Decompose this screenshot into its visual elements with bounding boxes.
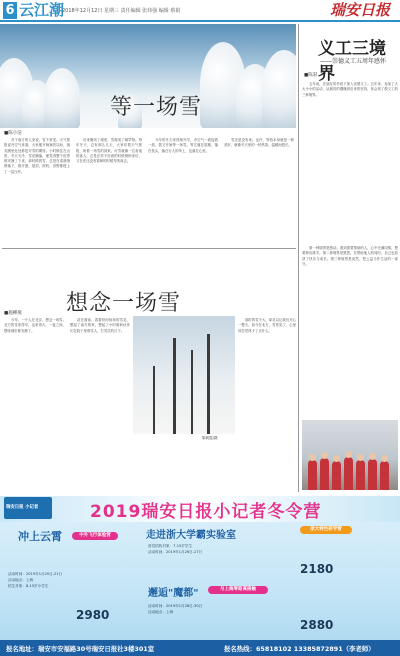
issue-meta: 2018年12月12日 星期三 责任编辑 张炜强 编辑 蔡娟 (62, 8, 181, 14)
ad-bot-pill: 与上海零距离接触 (208, 586, 268, 594)
article1-col2: 后来搬到了城里，雪便成了稀罕物。每年冬天，总有那么几天，大家盯着天气预报，盼着一场雪的到来。可雪就像一位害羞的客人，总是在你不经意的时候悄悄来访，又在你还没有看够的时候匆匆离去。 (76, 138, 142, 164)
ad-mid-title: 走进浙大学霸实验室 (146, 530, 236, 541)
ad-mid-line2: 活动时间：2019年1月26日-27日 (148, 550, 203, 554)
ad-left-price: 2980 (76, 608, 110, 622)
ad-mid-pill: 浙大特色研学营 (300, 526, 352, 534)
article-author-2: ■施柳燕 (4, 311, 22, 316)
article-title-3: 义工三境界 (318, 39, 386, 84)
ad-logo-text: 瑞安日报 小记者 (6, 505, 39, 510)
volunteer-photo (302, 420, 398, 490)
article1-col4: 雪还是没有来。也许，等待本身就是一种美好，就像冬天里的一杯热茶，温暖而悠长。 (224, 138, 294, 148)
article2-col1: 今年，一个人在北京，想念一场雪。北方的雪来得早，也来得大，一夜之间，整座城市都安静了。 (4, 318, 66, 333)
article1-col3: 今年的冬天来得格外早，冷空气一波接着一波，我又开始等一场雪。等它落在屋檐，落在枝头，落在行人的伞上，也落在心里。 (148, 138, 218, 153)
article-subtitle-3: ——崇德义工五周年感怀 (320, 58, 387, 65)
article2-col3: 那时的雪不大，却足以让我们开心一整天。如今在北方，雪常见了，心里却总觉得少了点什么。 (238, 318, 296, 333)
ad-footer (0, 640, 400, 656)
article-author-3: ■陈彩 (304, 73, 318, 78)
ad-mid-line1: 营员招收对象：7-15岁学生 (148, 544, 193, 548)
ad-left-pill: 中外飞行体验营 (72, 532, 118, 540)
ad-left-line3: 招生对象：8-15岁小学生 (8, 584, 49, 588)
article3-col2: 第一种境界是感动。看到需要帮助的人，心中充满同情，想要伸出援手。第二种境界是感恩。在帮助他人的同时，自己也收获了快乐与成长。第三种境界是淡然，把公益当作生活的一部分。 (302, 246, 398, 266)
article-title-1: 等一场雪 (110, 95, 203, 120)
article1-col1: 对于南方的人来说，雪不常见。天气预报说冷空气来袭，大家便开始翘首以盼，朋友圈里处处都是对雪的期待。小时候住在山里，冬天天冷，雪花飘落，便觉得整个世界都安静了下来。那时候的雪，总是在清晨悄悄落下，推开窗，屋顶、树枝、田野都披上了一层白纱。 (4, 138, 70, 174)
article-title-2: 想念一场雪 (66, 291, 182, 316)
masthead-brand: 瑞安日报 (330, 1, 391, 19)
photo-caption: 陈莉霞/摄 (202, 436, 218, 440)
page-number: 6 (3, 2, 17, 19)
footer-address: 报名地址：瑞安市安福路30号瑞安日报社3楼301室 (6, 645, 155, 653)
ad-left-line2: 活动地点：上海 (8, 578, 34, 582)
column-divider (298, 24, 299, 492)
ad-title: 2019瑞安日报小记者冬令营 (90, 502, 322, 522)
ad-bot-line2: 活动地点：上海 (148, 610, 174, 614)
divider-1 (2, 248, 296, 249)
ad-left-line1: 活动时间：2019年1月20日-21日 (8, 572, 63, 576)
ad-mid-price: 2180 (300, 562, 334, 576)
ad-bot-title: 邂逅"魔都" (148, 588, 199, 599)
section-title: 云江潮 (19, 1, 65, 19)
ad-left-title: 冲上云霄 (18, 530, 62, 543)
article2-col2: 站在窗前，看着纷纷扬扬的雪花，想起了南方的家，想起了小时候和伙伴们在院子里堆雪人、打雪仗的日子。 (70, 318, 130, 333)
footer-phone: 报名热线：65818102 13385872891（李老师） (224, 645, 375, 653)
ad-bot-price: 2880 (300, 618, 334, 632)
winter-tree-photo (133, 316, 235, 434)
article3-col1: 五年前，在朋友的介绍下加入崇德义工。五年来，参加了大大小小的活动，从最初的懵懂到后来的坚持，体会到了做义工的三种境界。 (302, 82, 398, 97)
article-author-1: ■陈小洁 (4, 131, 22, 136)
ad-bot-line1: 活动时间：2019年1月28日-30日 (148, 604, 203, 608)
